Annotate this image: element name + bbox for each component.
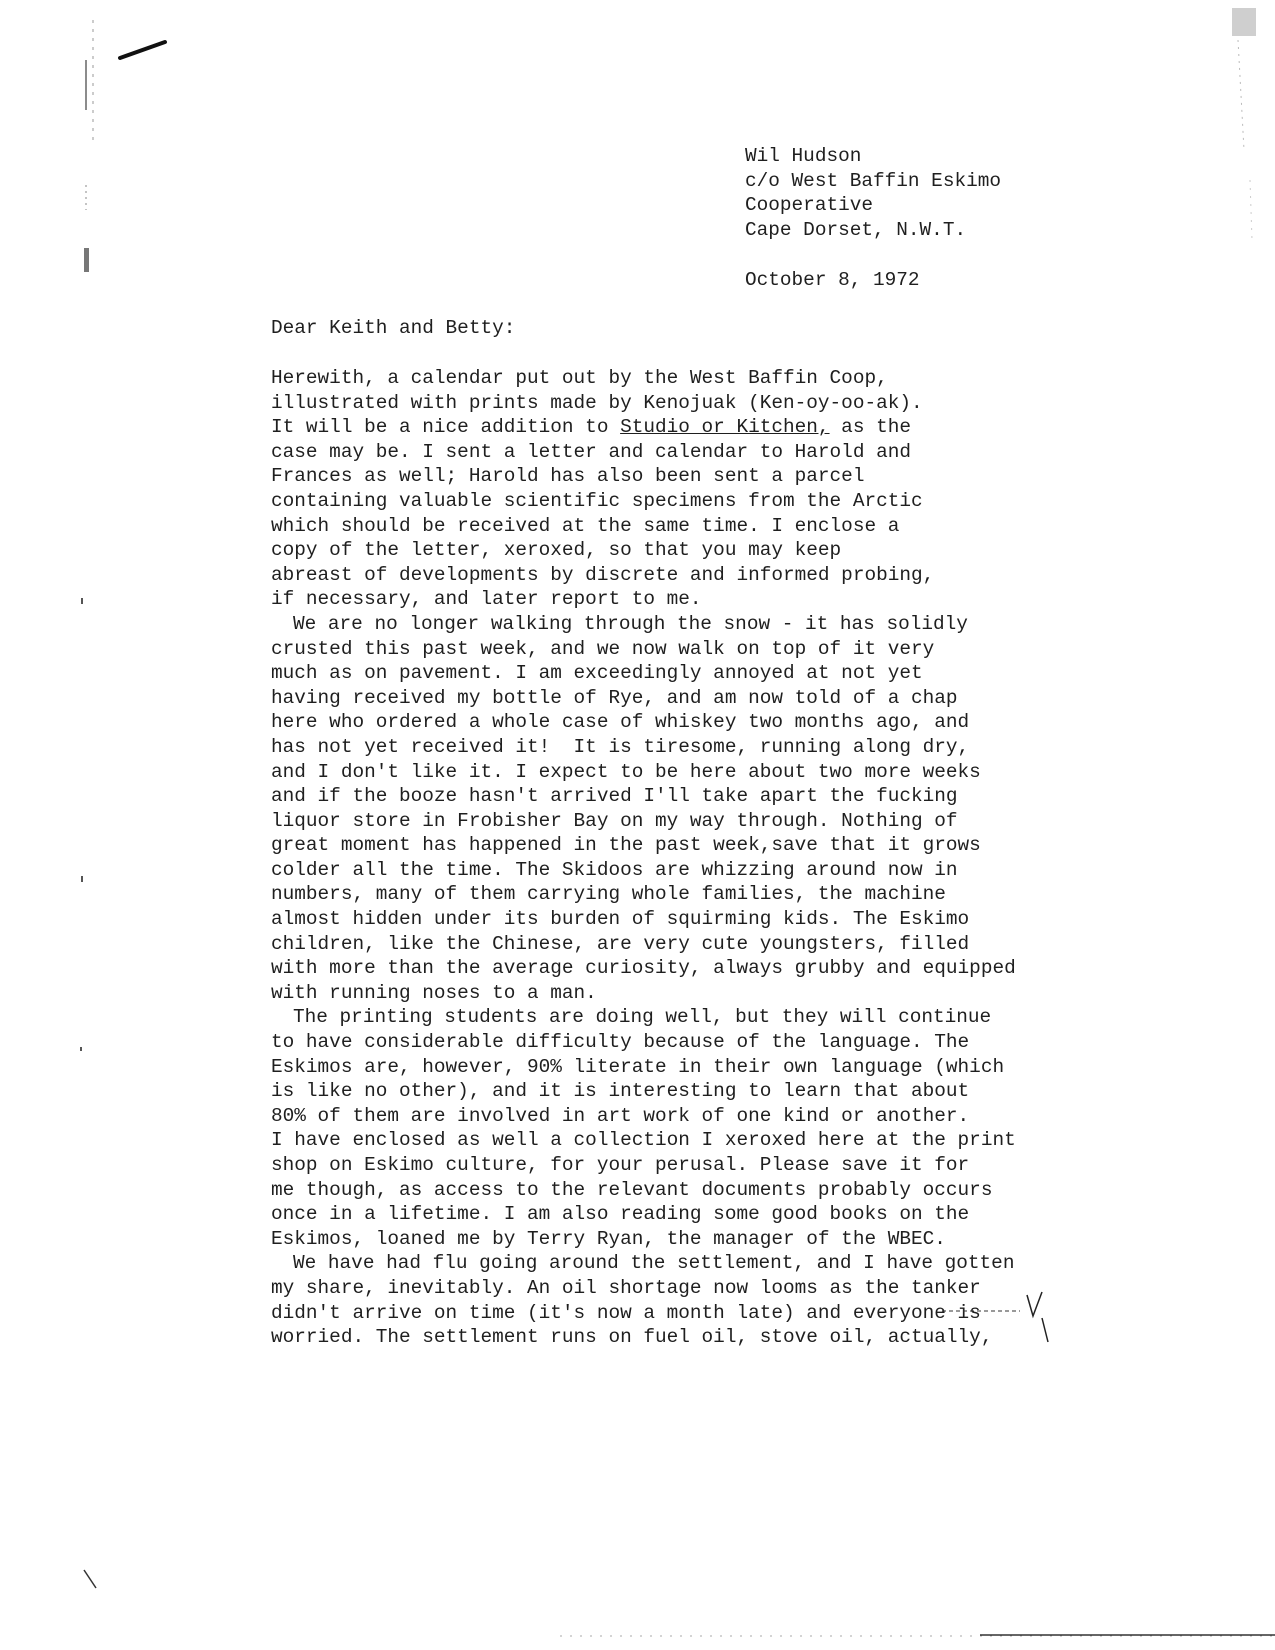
body-text-segment: It will be a nice addition to (271, 416, 621, 439)
body-line: illustrated with prints made by Kenojuak (Ken-oy-oo-ak). (271, 391, 923, 414)
body-line: is like no other), and it is interesting to learn that about (271, 1080, 970, 1103)
letter-date: October 8, 1972 (745, 269, 920, 291)
body-line: with more than the average curiosity, always grubby and equipped (271, 957, 1016, 980)
right-edge-artifact (1238, 40, 1244, 150)
body-text-segment: as the (829, 416, 912, 439)
sender-address-block (745, 144, 1001, 242)
body-line: with running noses to a man. (271, 981, 597, 1004)
left-edge-artifact (81, 876, 83, 882)
body-line: once in a lifetime. I am also reading some good books on the (271, 1203, 970, 1226)
body-line: I have enclosed as well a collection I xeroxed here at the print (271, 1129, 1016, 1152)
body-line: 80% of them are involved in art work of one kind or another. (271, 1104, 970, 1127)
body-line: We have had flu going around the settlement, and I have gotten (293, 1252, 1015, 1275)
body-line: if necessary, and later report to me. (271, 588, 702, 611)
body-line: my share, inevitably. An oil shortage now looms as the tanker (271, 1276, 981, 1299)
letter-body (271, 366, 1071, 1350)
body-line: crusted this past week, and we now walk on top of it very (271, 637, 935, 660)
body-line: The printing students are doing well, but they will continue (293, 1006, 992, 1029)
sender-address-line: Cape Dorset, N.W.T. (745, 218, 967, 241)
body-line: great moment has happened in the past week,save that it grows (271, 834, 981, 857)
body-line: colder all the time. The Skidoos are whizzing around now in (271, 858, 958, 881)
body-line: containing valuable scientific specimens from the Arctic (271, 489, 923, 512)
body-line: case may be. I sent a letter and calendar to Harold and (271, 440, 911, 463)
left-edge-artifact (84, 1570, 96, 1588)
body-line (271, 415, 1071, 440)
body-line: and if the booze hasn't arrived I'll take apart the fucking (271, 785, 958, 808)
body-line: much as on pavement. I am exceedingly annoyed at not yet (271, 662, 923, 685)
left-edge-artifact (81, 598, 83, 604)
underlined-phrase: Studio or Kitchen, (620, 416, 830, 439)
body-line: shop on Eskimo culture, for your perusal. Please save it for (271, 1154, 970, 1176)
body-line: children, like the Chinese, are very cute youngsters, filled (271, 932, 970, 955)
body-line: We are no longer walking through the snow - it has solidly (293, 612, 968, 635)
body-line: Herewith, a calendar put out by the West Baffin Coop, (271, 367, 888, 389)
body-line: me though, as access to the relevant documents probably occurs (271, 1178, 993, 1201)
body-line: almost hidden under its burden of squirming kids. The Eskimo (271, 908, 970, 931)
body-line: Eskimos are, however, 90% literate in their own language (which (271, 1055, 1005, 1078)
left-edge-artifact (84, 248, 89, 272)
body-line: here who ordered a whole case of whiskey two months ago, and (271, 711, 970, 734)
right-edge-artifact (1250, 180, 1252, 240)
body-line: and I don't like it. I expect to be here about two more weeks (271, 760, 981, 783)
body-line: abreast of developments by discrete and informed probing, (271, 563, 935, 586)
sender-address-line: Cooperative (745, 194, 873, 217)
body-line: copy of the letter, xeroxed, so that you may keep (271, 539, 842, 562)
body-line: worried. The settlement runs on fuel oil, stove oil, actually, (271, 1326, 993, 1349)
body-line: liquor store in Frobisher Bay on my way through. Nothing of (271, 809, 958, 832)
pen-stroke-mark (120, 42, 165, 58)
left-edge-artifact (80, 1047, 82, 1051)
sender-name: Wil Hudson (745, 145, 862, 167)
body-line: has not yet received it! It is tiresome, running along dry, (271, 735, 970, 758)
body-line: which should be received at the same time. I enclose a (271, 514, 900, 537)
sender-address-line: c/o West Baffin Eskimo (745, 169, 1001, 192)
salutation: Dear Keith and Betty: (271, 317, 516, 339)
body-line: Eskimos, loaned me by Terry Ryan, the manager of the WBEC. (271, 1227, 946, 1250)
body-line: Frances as well; Harold has also been sent a parcel (271, 465, 865, 488)
body-line: to have considerable difficulty because of the language. The (271, 1031, 970, 1054)
corner-scan-noise (1232, 8, 1256, 36)
body-line: having received my bottle of Rye, and am now told of a chap (271, 686, 958, 709)
body-line: didn't arrive on time (it's now a month late) and everyone is (271, 1301, 981, 1324)
body-line: numbers, many of them carrying whole families, the machine (271, 883, 946, 906)
